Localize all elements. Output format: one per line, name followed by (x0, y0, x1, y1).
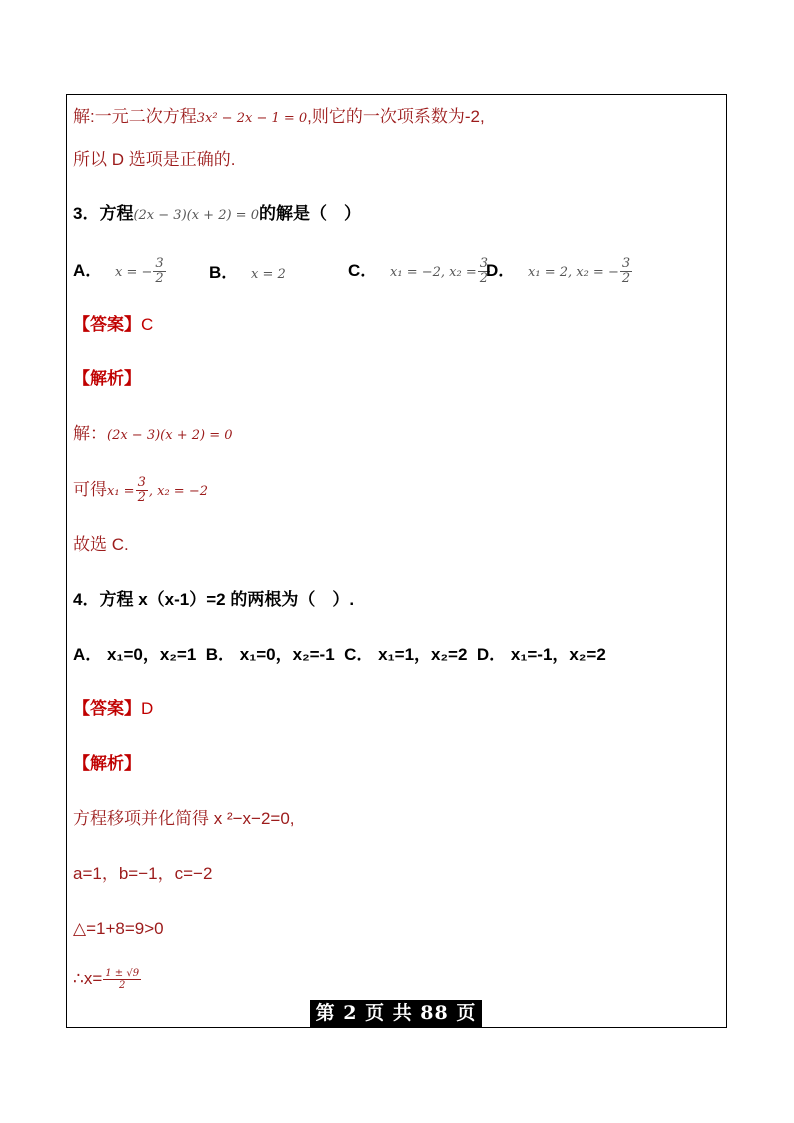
numerator: 3 (621, 256, 631, 272)
q4-analysis-tag: 【解析】 (73, 754, 141, 773)
intro-suffix: ,则它的一次项系数为-2, (307, 107, 485, 126)
option-x2: x₂=2 (569, 645, 606, 664)
q3-number: 3． (73, 204, 100, 223)
option-x1: x₁=1， (378, 645, 432, 664)
option-x2: x₂=2 (431, 645, 468, 664)
numerator: 3 (137, 475, 146, 490)
q3-option-a (73, 256, 167, 286)
option-label: C． (344, 645, 374, 664)
answer-tag: 【答案】 (73, 315, 141, 334)
numerator: 3 (155, 256, 164, 272)
content-frame (66, 94, 727, 1028)
q4-option-b (206, 645, 335, 664)
denominator: 2 (155, 271, 164, 287)
q3-analysis-tag: 【解析】 (73, 369, 141, 388)
step-prefix: 可得 (73, 479, 107, 499)
q3-option-c (348, 256, 491, 286)
option-a-math: x = − (115, 265, 153, 280)
q3-step-1 (73, 423, 233, 447)
option-label: A． (73, 645, 103, 664)
intro-prefix: 解:一元二次方程 (73, 107, 197, 126)
option-d-math: x₁ = 2, x₂ = − (528, 265, 619, 280)
step2-math-b: , x₂ = −2 (148, 483, 208, 499)
q4-stem-text: 方程 x（x-1）=2 的两根为（ ）. (99, 590, 355, 609)
option-label: C． (348, 261, 378, 280)
q3-option-b (209, 258, 286, 283)
q4-step-2: a=1，b=−1，c=−2 (73, 864, 213, 883)
answer-value: D (141, 699, 154, 718)
q4-number: 4． (73, 590, 100, 609)
option-label: D． (486, 261, 516, 280)
q4-option-c (344, 645, 467, 664)
q3-final: 故选 C. (73, 535, 129, 554)
q3-step-2 (73, 476, 208, 505)
option-x2: x₂=1 (159, 645, 197, 664)
option-x1: x₁=-1， (510, 645, 570, 664)
solution-intro-line (73, 106, 485, 130)
option-c-math: x₁ = −2, x₂ = (390, 265, 477, 280)
option-label: B． (205, 645, 236, 664)
numerator: 1 ± √9 (105, 968, 140, 980)
q3-equation: (2x − 3)(x + 2) = 0 (133, 208, 259, 223)
q4-option-a (73, 645, 196, 664)
answer-value: C (141, 315, 154, 334)
denominator: 2 (118, 980, 126, 992)
denominator: 2 (479, 271, 488, 287)
q4-step-1: 方程移项并化简得 x ²−x−2=0, (73, 809, 295, 828)
denominator: 2 (137, 490, 146, 505)
q3-stem-prefix: 方程 (99, 204, 134, 223)
q3-step1-math: (2x − 3)(x + 2) = 0 (107, 428, 233, 443)
fraction (136, 476, 148, 505)
intro-conclusion: 所以 D 选项是正确的. (73, 150, 236, 169)
answer-tag: 【答案】 (73, 699, 141, 718)
denominator: 2 (621, 271, 631, 287)
q4-options (73, 644, 606, 666)
q3-answer-line (73, 314, 153, 336)
q3-stem-suffix: 的解是（ ） (258, 204, 361, 223)
option-x1: x₁=0， (239, 645, 293, 664)
step2-math-a: x₁ = (107, 483, 135, 499)
option-label: D． (476, 645, 507, 664)
numerator: 3 (479, 256, 488, 272)
q3-option-d (486, 256, 633, 286)
question-4-stem (73, 589, 354, 611)
option-x2: x₂=-1 (292, 645, 335, 664)
question-3-stem (73, 203, 361, 227)
option-label: B． (209, 263, 239, 282)
q4-step-4 (73, 968, 142, 991)
option-x1: x₁=0， (107, 645, 160, 664)
q4-step-3: △=1+8=9>0 (73, 919, 164, 938)
option-label: A． (73, 261, 103, 280)
step-prefix: 解： (73, 424, 107, 443)
q4-answer-line (73, 698, 153, 720)
fraction (103, 968, 141, 991)
fraction (153, 257, 165, 286)
fraction (620, 257, 632, 286)
page-footer: 第 2 页 共 88 页 (310, 1000, 482, 1027)
option-b-math: x = 2 (251, 267, 286, 282)
step-prefix: ∴x= (73, 969, 103, 988)
intro-equation: 3x² − 2x − 1 = 0 (196, 111, 308, 126)
q4-option-d (477, 645, 606, 664)
